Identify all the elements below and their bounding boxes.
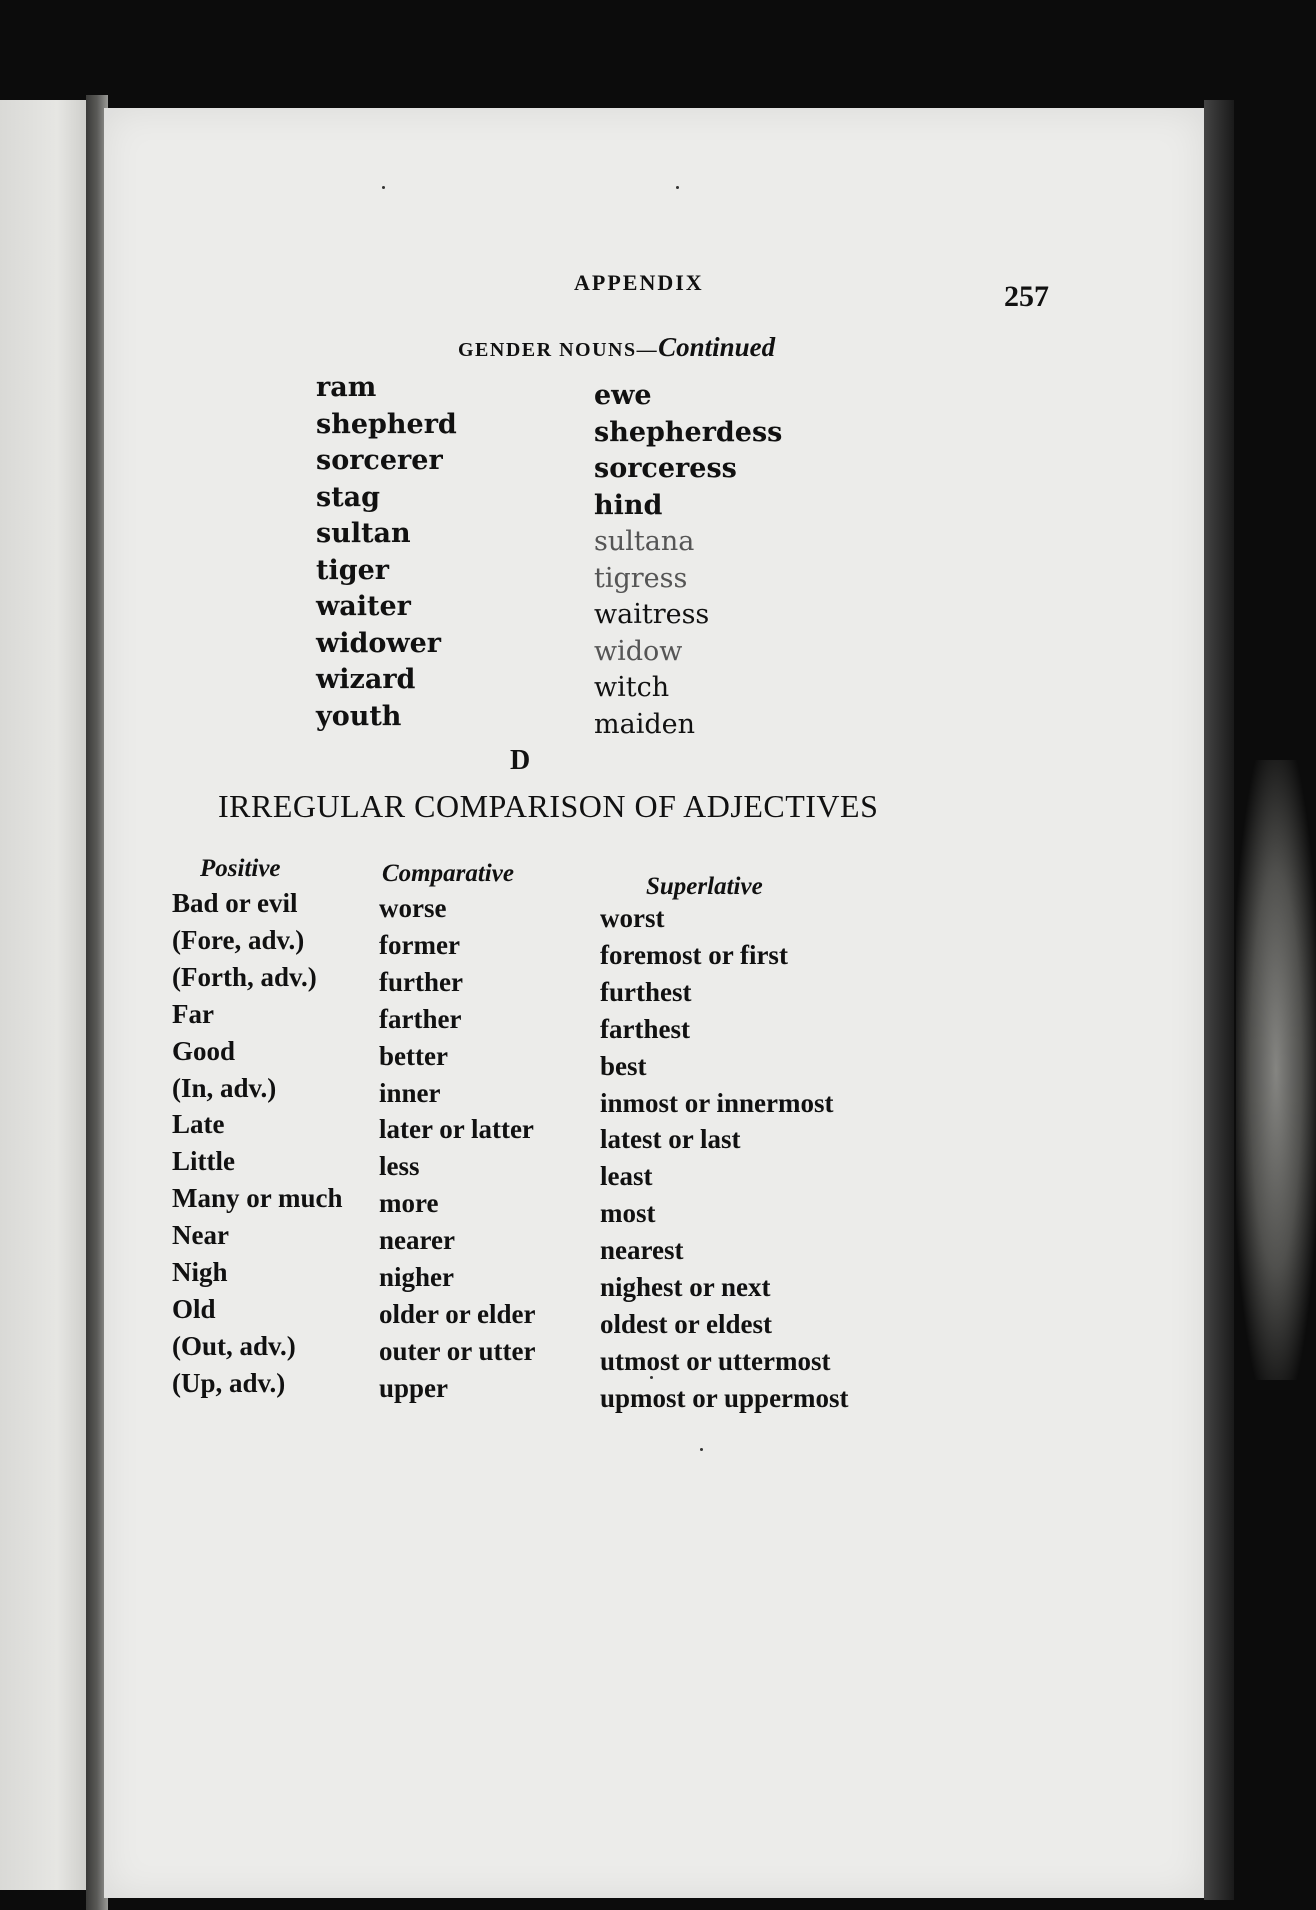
feminine-noun: waitress [594,599,710,630]
superlative-form: oldest or eldest [600,1308,772,1339]
positive-form: Good [172,1035,236,1066]
positive-column-header: Positive [200,855,281,882]
book-page [104,108,1204,1898]
masculine-noun: widower [316,627,442,659]
superlative-form: worst [600,903,665,933]
paper-speck [650,1376,653,1379]
comparative-form: less [379,1151,420,1182]
facing-page-edge [0,100,95,1890]
running-head: APPENDIX [574,270,704,295]
positive-form: Little [172,1146,235,1177]
scan-smudge [1236,760,1316,1380]
positive-form: Far [172,998,214,1029]
masculine-noun: stag [316,481,381,513]
page-right-shadow [1204,100,1234,1900]
comparative-form: further [379,966,463,997]
comparative-form: nearer [379,1225,455,1256]
positive-form: (Forth, adv.) [172,961,317,992]
gender-nouns-heading-text: GENDER NOUNS— [458,339,659,361]
superlative-adjectives-list [600,900,849,1417]
comparative-form: more [379,1188,439,1219]
section-title: IRREGULAR COMPARISON OF ADJECTIVES [218,788,879,824]
comparative-form: nigher [379,1262,455,1293]
feminine-noun: sorceress [594,453,737,484]
positive-form: (Up, adv.) [172,1367,286,1398]
superlative-column-header: Superlative [646,873,763,900]
positive-form: (In, adv.) [172,1072,277,1103]
comparative-form: upper [379,1372,449,1403]
paper-speck [700,1448,703,1451]
paper-speck [676,186,679,189]
section-letter: D [510,745,531,776]
superlative-form: furthest [600,976,692,1007]
positive-adjectives-list [172,885,343,1402]
comparative-form: farther [379,1003,462,1034]
superlative-form: least [600,1161,653,1192]
page-number: 257 [1004,280,1049,313]
masculine-noun: sorcerer [316,445,443,476]
gender-nouns-heading [458,332,775,363]
feminine-noun: witch [594,672,670,703]
comparative-form: inner [379,1077,441,1108]
feminine-noun: tigress [594,562,688,594]
masculine-noun: wizard [316,664,416,695]
superlative-form: latest or last [600,1124,741,1155]
comparative-form: outer or utter [379,1335,536,1366]
positive-form: Bad or evil [172,888,298,918]
feminine-noun: maiden [594,708,695,740]
masculine-noun: tiger [316,554,390,586]
feminine-noun: widow [594,635,683,667]
positive-form: Late [172,1109,225,1140]
feminine-noun: shepherdess [594,416,783,448]
masculine-nouns-list [316,370,457,735]
comparative-form: former [379,929,460,960]
positive-form: Near [172,1220,229,1251]
superlative-form: best [600,1050,647,1081]
continued-label: Continued [658,332,776,362]
superlative-form: most [600,1198,656,1229]
comparative-form: worse [379,893,447,923]
paper-speck [382,186,385,189]
masculine-noun: youth [316,700,402,732]
positive-form: Old [172,1293,216,1324]
comparative-form: later or latter [379,1114,534,1145]
superlative-form: foremost or first [600,939,788,970]
masculine-noun: sultan [316,518,411,549]
masculine-noun: ram [316,372,377,403]
superlative-form: upmost or uppermost [600,1382,849,1413]
comparative-column-header: Comparative [382,860,514,887]
comparative-adjectives-list [379,890,535,1407]
superlative-form: nighest or next [600,1272,771,1303]
superlative-form: farthest [600,1013,690,1044]
feminine-nouns-list [594,378,782,743]
feminine-noun: ewe [594,380,652,411]
superlative-form: inmost or innermost [600,1087,834,1118]
feminine-noun: hind [594,489,663,521]
comparative-form: better [379,1040,448,1071]
superlative-form: nearest [600,1235,684,1266]
superlative-form: utmost or uttermost [600,1345,831,1376]
masculine-noun: waiter [316,591,411,622]
positive-form: Many or much [172,1183,343,1214]
masculine-noun: shepherd [316,408,457,440]
feminine-noun: sultana [594,526,695,557]
positive-form: Nigh [172,1257,228,1288]
positive-form: (Out, adv.) [172,1330,296,1361]
comparative-form: older or elder [379,1298,536,1329]
positive-form: (Fore, adv.) [172,924,305,955]
